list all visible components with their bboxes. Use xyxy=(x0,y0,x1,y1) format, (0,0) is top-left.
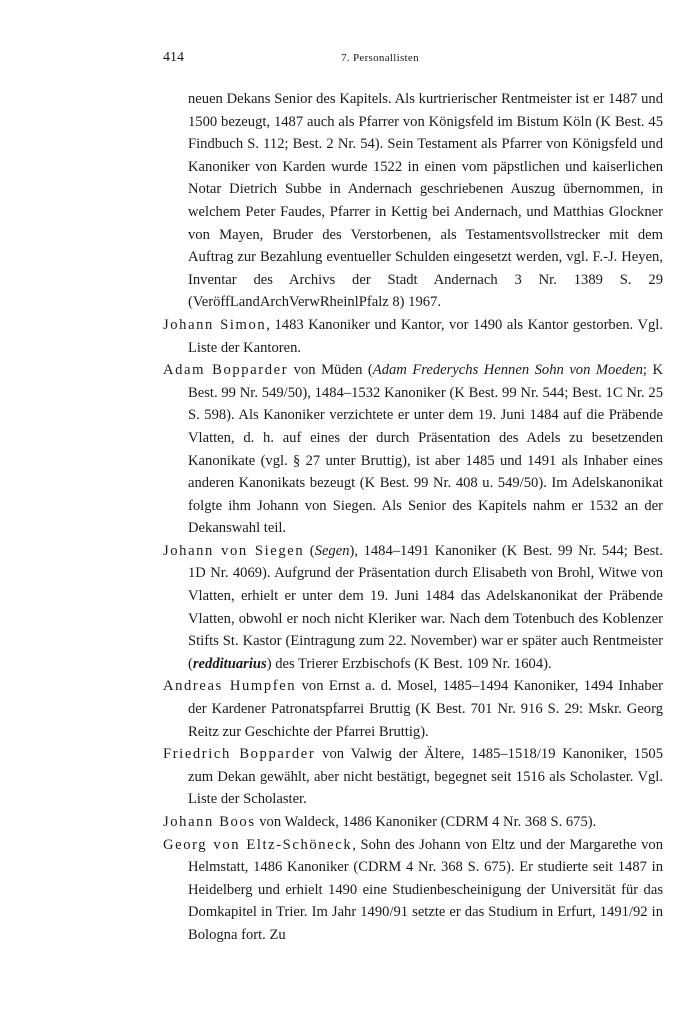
person-name: Andreas Humpfen xyxy=(163,678,297,695)
entry-italic-text: Segen xyxy=(314,542,350,559)
entry-text: von Müden ( xyxy=(288,362,373,379)
running-title: 7. Personallisten xyxy=(341,52,419,64)
person-name: Adam Bopparder xyxy=(163,362,289,379)
person-name: Georg von Eltz-Schöneck xyxy=(163,836,353,853)
entry-text: von Ernst a. d. Mosel, 1485–1494 Kanoniker, 1494 Inhaber der Kardener Patronatspfarrei Bruttig (K Best. 701 Nr. 916 S. 29: Mskr. Georg Reitz zur Geschichte der Pfarrei Bruttig). xyxy=(188,678,663,740)
entry-text: , 1483 Kanoniker und Kantor, vor 1490 als Kantor gestorben. Vgl. Liste der Kantoren. xyxy=(188,316,664,356)
entry-text: ), 1484–1491 Kanoniker (K Best. 99 Nr. 544; Best. 1D Nr. 4069). Aufgrund der Präsentation durch Elisabeth von Brohl, Witwe von Vlatten, erhielt er unter dem 19. Juni 1484 das Adelskanonikat der Präbende Vlatten, obwohl er noch nicht Kleriker war. Nach dem Totenbuch des Koblenzer Stifts St. Kastor (Eintragung zum 22. November) war er später auch Rentmeister ( xyxy=(188,542,663,672)
person-name: Johann Boos xyxy=(163,814,256,830)
person-name: Friedrich Bopparder xyxy=(163,746,316,763)
page-body xyxy=(163,88,663,947)
person-entry-johann-boos xyxy=(163,811,663,834)
person-name: Johann von Siegen xyxy=(163,542,305,559)
entry-text: ) des Trierer Erzbischofs (K Best. 109 Nr. 1604). xyxy=(266,655,552,672)
page-number: 414 xyxy=(163,50,184,65)
person-entry-johann-simon xyxy=(163,314,663,359)
person-entry-adam-bopparder xyxy=(163,359,663,540)
entry-italic-text: reddituarius xyxy=(192,655,267,672)
person-entry-andreas-humpfen xyxy=(163,675,663,743)
entry-italic-text: Adam Frederychs Hennen Sohn von Moeden xyxy=(372,362,643,379)
person-entry-friedrich-bopparder xyxy=(163,743,663,811)
person-name: Johann Simon xyxy=(163,316,267,333)
person-entry-johann-von-siegen xyxy=(163,540,663,676)
person-entry-georg-von-eltz-schoeneck xyxy=(163,834,663,947)
entry-text: , Sohn des Johann von Eltz und der Margarethe von Helmstatt, 1486 Kanoniker (CDRM 4 Nr. 368 S. 675). Er studierte seit 1487 in Heidelberg und erhielt 1490 eine Studienbescheinigung der Universität für das Domkapitel in Trier. Im Jahr 1490/91 setzte er das Studium in Erfurt, 1491/92 in Bologna fort. Zu xyxy=(188,836,664,943)
entry-text: ; K Best. 99 Nr. 549/50), 1484–1532 Kanoniker (K Best. 99 Nr. 544; Best. 1C Nr. 25 S. 598). Als Kanoniker verzichtete er unter dem 19. Juni 1484 auf die Präbende Vlatten, d. h. auf eines der durch Präsentation des Adels zu besetzenden Kanonikate (vgl. § 27 unter Bruttig), ist aber 1485 und 1491 als Inhaber eines anderen Kanonikats bezeugt (K Best. 99 Nr. 408 u. 549/50). Im Adelskanonikat folgte ihm Johann von Siegen. Als Senior des Kapitels nahm er 1532 an der Dekanswahl teil. xyxy=(188,362,664,537)
continuation-paragraph: neuen Dekans Senior des Kapitels. Als kurtrierischer Rentmeister ist er 1487 und 1500 bezeugt, 1487 auch als Pfarrer von Königsfeld im Bistum Köln (K Best. 45 Findbuch S. 112; Best. 2 Nr. 54). Sein Testament als Pfarrer von Königsfeld und Kanoniker von Karden wurde 1522 in einen vom päpstlichen und kaiserlichen Notar Dietrich Subbe in Andernach geschriebenen Auszug übernommen, in welchem Peter Faudes, Pfarrer in Kettig bei Andernach, und Matthias Glockner von Mayen, Bruder des Verstorbenen, als Testamentsvollstrecker mit dem Auftrag zur Bezahlung eventueller Schulden eingesetzt werden, vgl. F.-J. Heyen, Inventar des Archivs der Stadt Andernach 3 Nr. 1389 S. 29 (VeröffLandArchVerwRheinlPfalz 8) 1967. xyxy=(188,91,663,311)
entry-text: von Valwig der Ältere, 1485–1518/19 Kanoniker, 1505 zum Dekan gewählt, aber nicht bestätigt, begegnet seit 1516 als Scholaster. Vgl. Liste der Scholaster. xyxy=(188,746,663,808)
entry-text: von Waldeck, 1486 Kanoniker (CDRM 4 Nr. 368 S. 675). xyxy=(255,814,597,830)
entry-text: ( xyxy=(304,542,315,559)
